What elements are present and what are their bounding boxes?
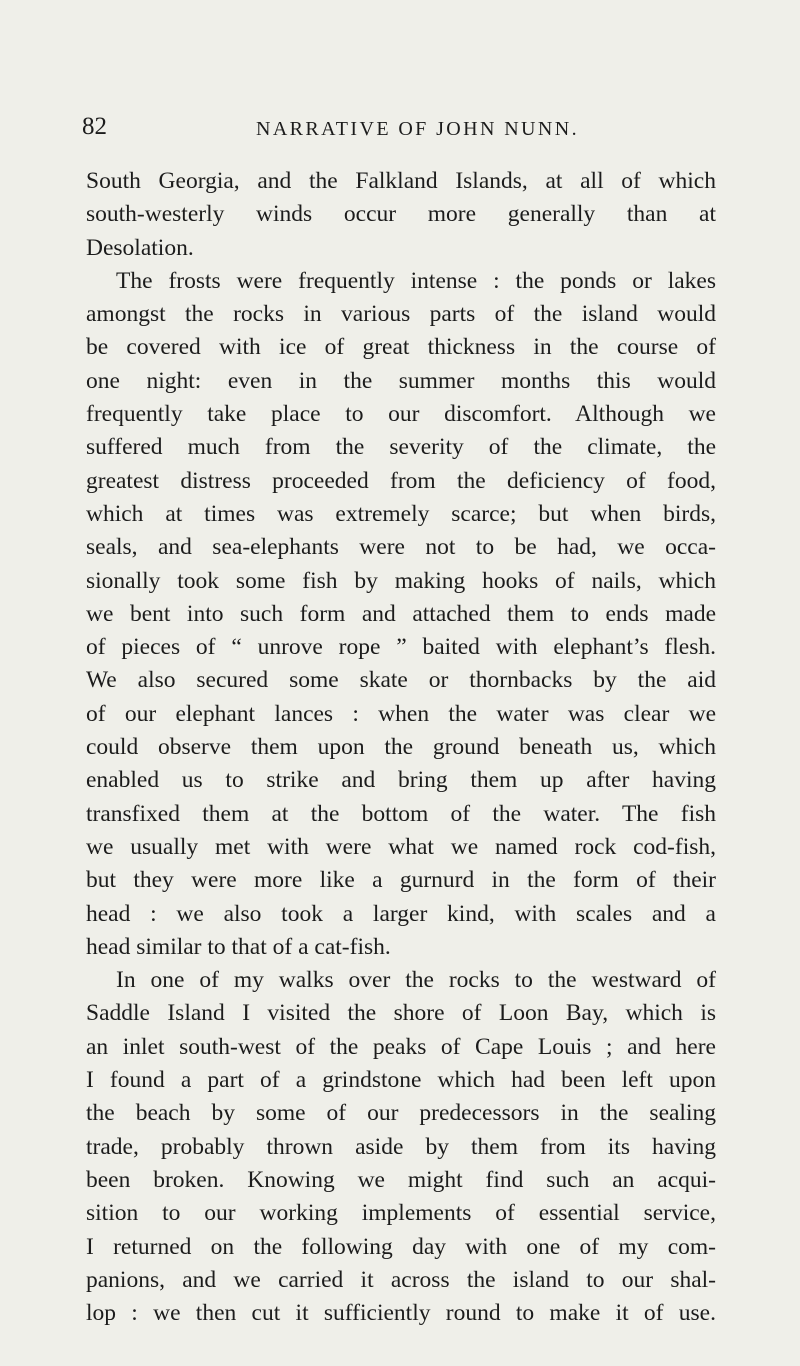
text-line: lop : we then cut it sufficiently round to make it of use. bbox=[86, 1300, 716, 1327]
text-line: be covered with ice of great thickness in the course of bbox=[86, 334, 716, 361]
text-line: enabled us to strike and bring them up after having bbox=[86, 767, 716, 794]
text-line: head similar to that of a cat-fish. bbox=[86, 933, 391, 960]
text-line: We also secured some skate or thornbacks by the aid bbox=[86, 667, 716, 694]
body-text bbox=[86, 165, 716, 1330]
page-number: 82 bbox=[82, 113, 107, 140]
text-line: In one of my walks over the rocks to the westward of bbox=[116, 967, 716, 994]
text-line: South Georgia, and the Falkland Islands, at all of which bbox=[86, 168, 716, 194]
text-line: Saddle Island I visited the shore of Loon Bay, which is bbox=[86, 1000, 716, 1027]
running-title: NARRATIVE OF JOHN NUNN. bbox=[256, 118, 579, 140]
text-line: Desolation. bbox=[86, 234, 194, 261]
text-line: sition to our working implements of essential service, bbox=[86, 1200, 716, 1227]
text-line: amongst the rocks in various parts of the island would bbox=[86, 301, 716, 328]
text-line: could observe them upon the ground beneath us, which bbox=[86, 734, 716, 761]
text-line: been broken. Knowing we might find such an acqui- bbox=[86, 1166, 716, 1193]
text-line: one night: even in the summer months this would bbox=[86, 367, 716, 394]
text-line: south-westerly winds occur more generally than at bbox=[86, 201, 716, 228]
text-line: an inlet south-west of the peaks of Cape Louis ; and here bbox=[86, 1033, 716, 1060]
text-line: I found a part of a grindstone which had been left upon bbox=[86, 1067, 716, 1094]
text-line: I returned on the following day with one of my com- bbox=[86, 1233, 716, 1260]
text-line: trade, probably thrown aside by them from its having bbox=[86, 1133, 716, 1160]
text-line: but they were more like a gurnurd in the form of their bbox=[86, 867, 716, 894]
text-line: suffered much from the severity of the climate, the bbox=[86, 434, 716, 461]
text-line: greatest distress proceeded from the deficiency of food, bbox=[86, 467, 716, 494]
text-line: the beach by some of our predecessors in the sealing bbox=[86, 1100, 716, 1127]
text-line: we usually met with were what we named rock cod-fish, bbox=[86, 833, 716, 860]
text-line: head : we also took a larger kind, with scales and a bbox=[86, 900, 716, 927]
text-line: we bent into such form and attached them to ends made bbox=[86, 600, 716, 627]
text-line: frequently take place to our discomfort. Although we bbox=[86, 401, 716, 428]
text-line: sionally took some fish by making hooks of nails, which bbox=[86, 567, 716, 594]
text-line: of our elephant lances : when the water was clear we bbox=[86, 700, 716, 727]
text-line: which at times was extremely scarce; but when birds, bbox=[86, 500, 716, 527]
text-line: transfixed them at the bottom of the water. The fish bbox=[86, 800, 716, 827]
text-line: The frosts were frequently intense : the ponds or lakes bbox=[116, 267, 716, 294]
text-line: of pieces of “ unrove rope ” baited with elephant’s flesh. bbox=[86, 634, 716, 661]
text-line: panions, and we carried it across the island to our shal- bbox=[86, 1266, 716, 1293]
text-line: seals, and sea-elephants were not to be had, we occa- bbox=[86, 534, 716, 561]
